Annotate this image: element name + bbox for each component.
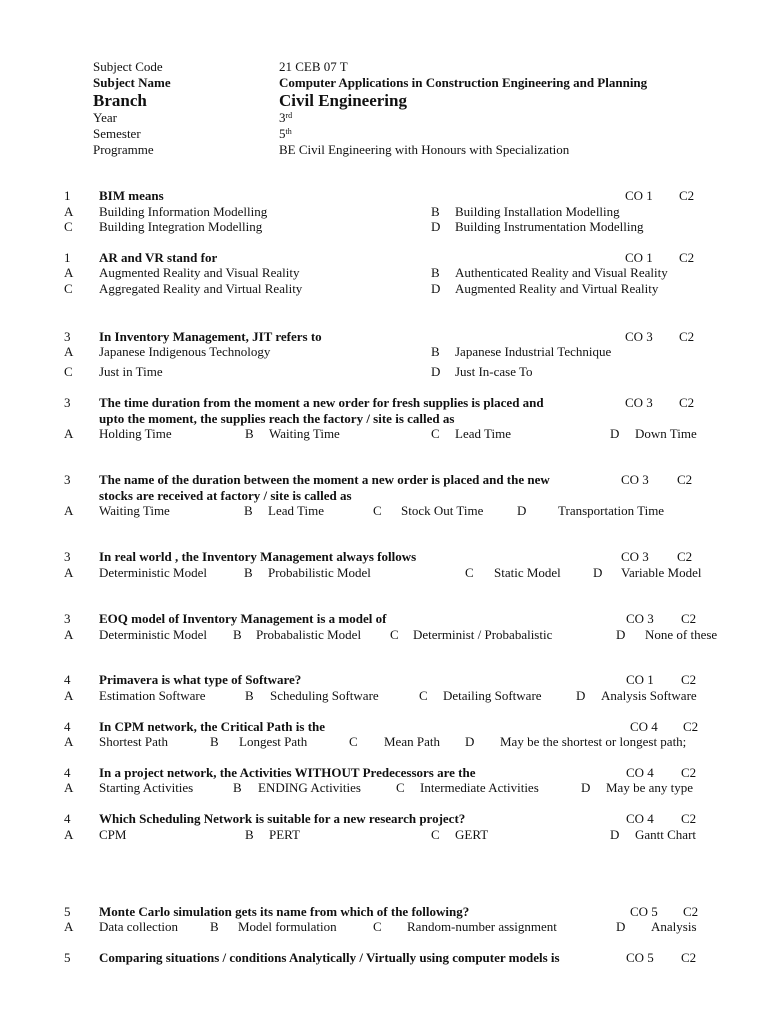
question-text: Which Scheduling Network is suitable for a new research project? <box>99 811 466 826</box>
question-unit: 4 <box>64 672 71 687</box>
cognitive-level: C2 <box>679 329 695 344</box>
option-letter: C <box>64 364 73 379</box>
question-text: In Inventory Management, JIT refers to <box>99 329 322 344</box>
question-text: In CPM network, the Critical Path is the <box>99 719 326 734</box>
option-letter: D <box>431 281 441 296</box>
option-text: Just In-case To <box>455 364 533 379</box>
question-text: In real world , the Inventory Management always follows <box>99 549 417 564</box>
option-letter: A <box>64 265 74 280</box>
option-text: Down Time <box>635 426 697 441</box>
course-outcome: CO 1 <box>626 672 654 687</box>
option-letter: B <box>245 688 254 703</box>
option-letter: B <box>245 827 254 842</box>
course-outcome: CO 3 <box>626 611 654 626</box>
option-text: GERT <box>455 827 489 842</box>
subject-name-label: Subject Name <box>93 75 171 90</box>
branch-value: Civil Engineering <box>279 91 407 110</box>
course-outcome: CO 4 <box>626 765 654 780</box>
cognitive-level: C2 <box>679 250 695 265</box>
question-unit: 4 <box>64 719 71 734</box>
option-text: Waiting Time <box>99 503 170 518</box>
option-letter: C <box>349 734 358 749</box>
option-letter: A <box>64 734 74 749</box>
question-unit: 4 <box>64 811 71 826</box>
option-letter: C <box>465 565 474 580</box>
subject-code-value: 21 CEB 07 T <box>279 59 348 74</box>
option-letter: D <box>616 919 626 934</box>
option-letter: B <box>244 565 253 580</box>
option-text: Intermediate Activities <box>420 780 539 795</box>
option-letter: C <box>64 281 73 296</box>
course-outcome: CO 5 <box>626 950 654 965</box>
semester-value <box>279 126 292 142</box>
question-unit: 3 <box>64 395 71 410</box>
option-letter: B <box>210 734 219 749</box>
option-text: Gantt Chart <box>635 827 697 842</box>
course-outcome: CO 1 <box>625 188 653 203</box>
programme-value: BE Civil Engineering with Honours with Specialization <box>279 142 570 157</box>
option-text: Probabilistic Model <box>268 565 371 580</box>
option-letter: A <box>64 919 74 934</box>
option-text: Analysis Software <box>601 688 697 703</box>
option-letter: D <box>465 734 475 749</box>
option-text: Augmented Reality and Visual Reality <box>99 265 300 280</box>
option-letter: A <box>64 688 74 703</box>
course-outcome: CO 4 <box>626 811 654 826</box>
option-letter: C <box>419 688 428 703</box>
option-text: Scheduling Software <box>270 688 379 703</box>
cognitive-level: C2 <box>681 765 697 780</box>
year-number: 3 <box>279 110 286 125</box>
option-text: ENDING Activities <box>258 780 361 795</box>
option-letter: C <box>64 219 73 234</box>
option-letter: D <box>517 503 527 518</box>
subject-name-value: Computer Applications in Construction Engineering and Planning <box>279 75 648 90</box>
question-unit: 3 <box>64 611 71 626</box>
option-text: May be the shortest or longest path; <box>500 734 687 749</box>
question-unit: 5 <box>64 950 71 965</box>
option-letter: A <box>64 426 74 441</box>
option-text: Transportation Time <box>558 503 665 518</box>
option-text: Waiting Time <box>269 426 340 441</box>
option-letter: B <box>431 265 440 280</box>
question-text: The time duration from the moment a new order for fresh supplies is placed and <box>99 395 544 410</box>
question-text: In a project network, the Activities WITHOUT Predecessors are the <box>99 765 476 780</box>
question-unit: 3 <box>64 549 71 564</box>
course-outcome: CO 3 <box>621 549 649 564</box>
cognitive-level: C2 <box>681 950 697 965</box>
option-text: Authenticated Reality and Visual Reality <box>455 265 668 280</box>
cognitive-level: C2 <box>681 672 697 687</box>
option-text: Just in Time <box>99 364 163 379</box>
cognitive-level: C2 <box>679 188 695 203</box>
option-text: Variable Model <box>621 565 702 580</box>
option-letter: D <box>616 627 626 642</box>
question-unit: 3 <box>64 472 71 487</box>
option-text: Building Instrumentation Modelling <box>455 219 644 234</box>
question-unit: 3 <box>64 329 71 344</box>
course-outcome: CO 4 <box>630 719 658 734</box>
option-text: Estimation Software <box>99 688 206 703</box>
option-text: Holding Time <box>99 426 172 441</box>
course-outcome: CO 1 <box>625 250 653 265</box>
option-text: Shortest Path <box>99 734 168 749</box>
option-text: Lead Time <box>268 503 324 518</box>
option-letter: D <box>610 426 620 441</box>
cognitive-level: C2 <box>683 904 699 919</box>
option-letter: C <box>396 780 405 795</box>
option-letter: C <box>373 503 382 518</box>
question-unit: 5 <box>64 904 71 919</box>
option-letter: B <box>233 780 242 795</box>
option-text: May be any type <box>606 780 694 795</box>
cognitive-level: C2 <box>681 611 697 626</box>
option-text: Building Information Modelling <box>99 204 268 219</box>
option-text: Mean Path <box>384 734 440 749</box>
option-text: Deterministic Model <box>99 565 207 580</box>
option-text: Starting Activities <box>99 780 194 795</box>
option-text: Random-number assignment <box>407 919 557 934</box>
option-text: None of these <box>645 627 718 642</box>
semester-suffix: th <box>285 127 292 136</box>
option-letter: B <box>233 627 242 642</box>
cognitive-level: C2 <box>677 549 693 564</box>
course-outcome: CO 3 <box>621 472 649 487</box>
branch-label: Branch <box>93 91 147 110</box>
option-text: Building Integration Modelling <box>99 219 263 234</box>
option-letter: B <box>210 919 219 934</box>
option-letter: D <box>593 565 603 580</box>
option-letter: A <box>64 780 74 795</box>
option-letter: D <box>610 827 620 842</box>
cognitive-level: C2 <box>681 811 697 826</box>
option-letter: A <box>64 503 74 518</box>
option-text: Model formulation <box>238 919 337 934</box>
question-text: Monte Carlo simulation gets its name from which of the following? <box>99 904 470 919</box>
cognitive-level: C2 <box>677 472 693 487</box>
option-text: Stock Out Time <box>401 503 484 518</box>
option-text: Deterministic Model <box>99 627 207 642</box>
option-text: PERT <box>269 827 301 842</box>
option-letter: A <box>64 344 74 359</box>
question-text: Primavera is what type of Software? <box>99 672 302 687</box>
question-text: Comparing situations / conditions Analytically / Virtually using computer models is <box>99 950 560 965</box>
course-outcome: CO 3 <box>625 395 653 410</box>
option-text: Aggregated Reality and Virtual Reality <box>99 281 303 296</box>
option-letter: C <box>390 627 399 642</box>
option-text: Analysis <box>651 919 697 934</box>
option-letter: A <box>64 827 74 842</box>
course-outcome: CO 3 <box>625 329 653 344</box>
option-text: Longest Path <box>239 734 308 749</box>
option-text: Japanese Industrial Technique <box>455 344 612 359</box>
option-text: Probabalistic Model <box>256 627 362 642</box>
year-suffix: rd <box>285 111 293 120</box>
option-letter: C <box>373 919 382 934</box>
option-text: CPM <box>99 827 127 842</box>
question-text-line2: upto the moment, the supplies reach the factory / site is called as <box>99 411 455 426</box>
option-letter: B <box>245 426 254 441</box>
question-text-line2: stocks are received at factory / site is called as <box>99 488 352 503</box>
subject-code-label: Subject Code <box>93 59 163 74</box>
option-text: Data collection <box>99 919 179 934</box>
option-letter: B <box>431 204 440 219</box>
programme-label: Programme <box>93 142 154 157</box>
option-letter: D <box>431 219 441 234</box>
option-letter: D <box>581 780 591 795</box>
option-text: Static Model <box>494 565 561 580</box>
semester-number: 5 <box>279 126 286 141</box>
option-letter: A <box>64 565 74 580</box>
question-unit: 4 <box>64 765 71 780</box>
course-outcome: CO 5 <box>630 904 658 919</box>
option-letter: C <box>431 426 440 441</box>
option-letter: B <box>244 503 253 518</box>
year-value <box>279 110 292 126</box>
question-text: AR and VR stand for <box>99 250 218 265</box>
option-text: Detailing Software <box>443 688 542 703</box>
option-letter: A <box>64 204 74 219</box>
option-text: Japanese Indigenous Technology <box>99 344 271 359</box>
option-letter: D <box>431 364 441 379</box>
option-letter: A <box>64 627 74 642</box>
option-text: Building Installation Modelling <box>455 204 620 219</box>
option-letter: B <box>431 344 440 359</box>
question-text: The name of the duration between the moment a new order is placed and the new <box>99 472 550 487</box>
option-text: Augmented Reality and Virtual Reality <box>455 281 659 296</box>
question-text: EOQ model of Inventory Management is a model of <box>99 611 387 626</box>
semester-label: Semester <box>93 126 141 141</box>
year-label: Year <box>93 110 117 125</box>
cognitive-level: C2 <box>679 395 695 410</box>
option-text: Determinist / Probabalistic <box>413 627 553 642</box>
cognitive-level: C2 <box>683 719 699 734</box>
option-letter: C <box>431 827 440 842</box>
question-unit: 1 <box>64 188 71 203</box>
question-text: BIM means <box>99 188 164 203</box>
option-letter: D <box>576 688 586 703</box>
question-unit: 1 <box>64 250 71 265</box>
option-text: Lead Time <box>455 426 511 441</box>
